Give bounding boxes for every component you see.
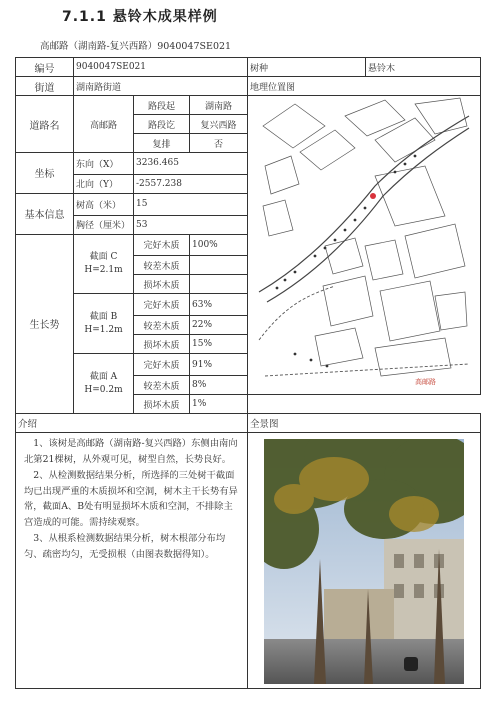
id-value: 9040047SE021 <box>74 58 248 77</box>
road-name-value: 高邮路 <box>74 96 134 153</box>
section-b <box>74 294 134 354</box>
segment-start-value: 湖南路 <box>190 96 248 115</box>
intro-paragraph-2: 2、从检测数据结果分析，所选择的三处树干截面均已出现严重的木质损坏和空洞，树木主干长势有异常，截面A、B处有明显损坏木质和空洞，不排除主宫造成的可能。需持续观察。 <box>24 470 238 528</box>
panorama-photo <box>248 433 481 689</box>
location-map <box>248 96 481 395</box>
page-subheading: 高邮路（湖南路-复兴西路）9040047SE021 <box>40 41 232 52</box>
c-poor-value <box>190 256 248 275</box>
page-heading: 7.1.1 悬铃木成果样例 <box>62 9 218 25</box>
a-poor-value: 8% <box>190 376 248 395</box>
a-damaged-value: 1% <box>190 395 248 414</box>
section-b-name: 截面 B <box>89 311 118 322</box>
street-value: 湖南路街道 <box>74 77 248 96</box>
road-name-label: 道路名 <box>16 96 74 153</box>
intro-text <box>16 433 248 689</box>
section-a <box>74 354 134 414</box>
intro-label: 介绍 <box>16 414 248 433</box>
b-poor-label: 较差木质 <box>134 316 190 335</box>
c-poor-label: 较差木质 <box>134 256 190 275</box>
section-a-name: 截面 A <box>89 371 118 382</box>
section-b-height: H=1.2m <box>84 324 123 335</box>
dbh-label: 胸径（厘米） <box>74 215 134 234</box>
basic-info-label: 基本信息 <box>16 193 74 234</box>
segment-start-label: 路段起 <box>134 96 190 115</box>
section-c <box>74 234 134 294</box>
c-damaged-label: 损坏木质 <box>134 275 190 294</box>
map-road-label: 高邮路 <box>415 378 436 386</box>
growth-label: 生长势 <box>16 234 74 413</box>
tree-marker-icon <box>370 193 376 199</box>
section-c-height: H=2.1m <box>84 264 123 275</box>
c-good-label: 完好木质 <box>134 234 190 256</box>
b-damaged-label: 损坏木质 <box>134 335 190 354</box>
section-a-height: H=0.2m <box>84 384 123 395</box>
location-map-label: 地理位置图 <box>248 77 481 96</box>
coordinate-label: 坐标 <box>16 153 74 194</box>
b-poor-value: 22% <box>190 316 248 335</box>
tree-record-card <box>15 57 481 689</box>
rework-value: 否 <box>190 134 248 153</box>
intro-paragraph-3: 3、从根系检测数据结果分析，树木根部分布均匀、疏密均匀，无受损根（由图表数据得知）。 <box>24 533 226 560</box>
segment-end-value: 复兴西路 <box>190 115 248 134</box>
c-damaged-value <box>190 275 248 294</box>
street-label: 街道 <box>16 77 74 96</box>
a-good-value: 91% <box>190 354 248 376</box>
north-value: -2557.238 <box>134 174 248 193</box>
east-value: 3236.465 <box>134 153 248 175</box>
section-c-name: 截面 C <box>89 251 118 262</box>
b-good-label: 完好木质 <box>134 294 190 316</box>
rework-label: 复排 <box>134 134 190 153</box>
b-damaged-value: 15% <box>190 335 248 354</box>
segment-end-label: 路段讫 <box>134 115 190 134</box>
a-poor-label: 较差木质 <box>134 376 190 395</box>
tree-height-value: 15 <box>134 193 248 215</box>
species-label: 树种 <box>248 58 366 77</box>
b-good-value: 63% <box>190 294 248 316</box>
east-label: 东向（X） <box>74 153 134 175</box>
id-label: 编号 <box>16 58 74 77</box>
intro-paragraph-1: 1、该树是高邮路（湖南路-复兴西路）东侧由南向北第21棵树，从外观可见，树型自然，长势良好。 <box>24 438 238 465</box>
map-svg <box>255 96 473 394</box>
photo-label: 全景图 <box>248 414 481 433</box>
c-good-value: 100% <box>190 234 248 256</box>
panorama-svg <box>264 439 464 684</box>
species-value: 悬铃木 <box>366 58 481 77</box>
a-damaged-label: 损坏木质 <box>134 395 190 414</box>
a-good-label: 完好木质 <box>134 354 190 376</box>
tree-height-label: 树高（米） <box>74 193 134 215</box>
dbh-value: 53 <box>134 215 248 234</box>
north-label: 北向（Y） <box>74 174 134 193</box>
